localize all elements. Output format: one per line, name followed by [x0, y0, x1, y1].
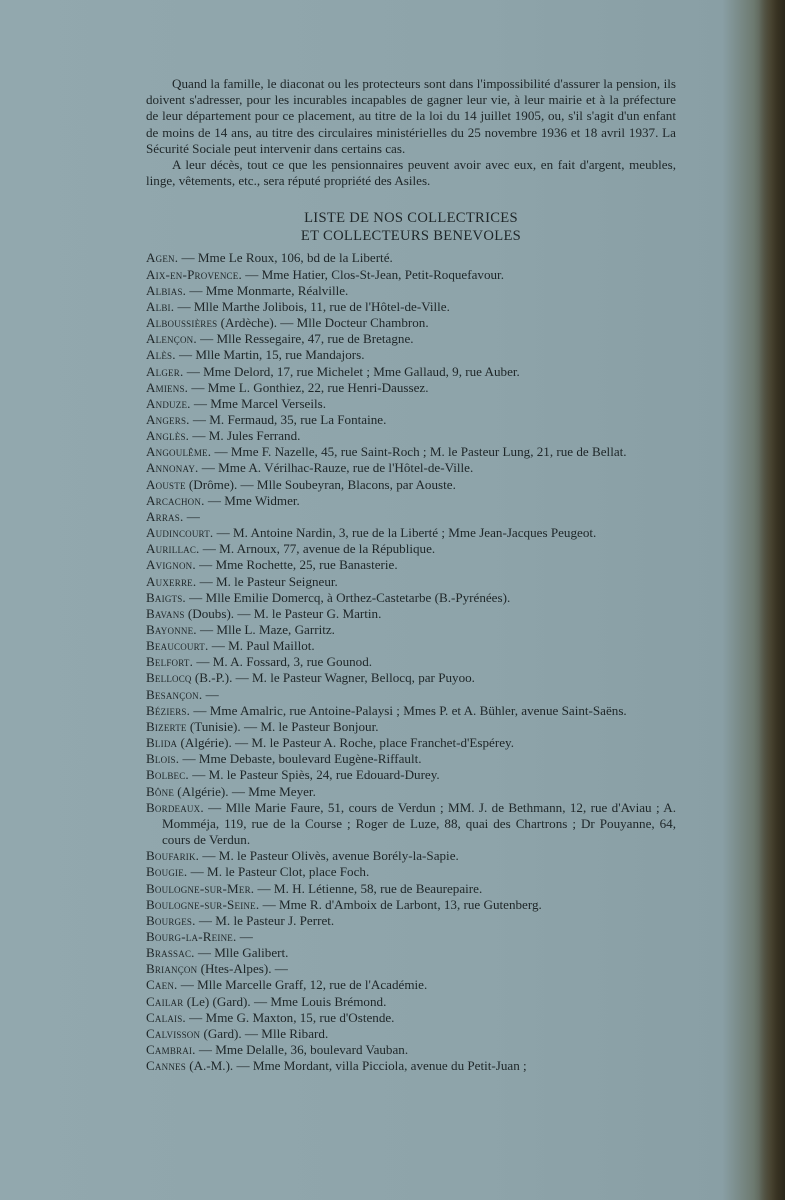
- place-name: Bordeaux.: [146, 799, 204, 815]
- list-item: [146, 299, 676, 315]
- list-item: [146, 1058, 676, 1074]
- list-item: [146, 541, 676, 557]
- list-item: [146, 428, 676, 444]
- place-name: Belfort.: [146, 654, 194, 670]
- list-item: [146, 364, 676, 380]
- list-item: [146, 719, 676, 735]
- place-name: Auxerre.: [146, 573, 197, 589]
- list-item: [146, 977, 676, 993]
- list-item: [146, 913, 676, 929]
- place-name: Albias.: [146, 282, 187, 298]
- list-item: [146, 881, 676, 897]
- collector-details: (Drôme). — Mlle Soubeyran, Blacons, par Aouste.: [185, 476, 456, 492]
- collector-details: — M. le Pasteur Spiès, 24, rue Edouard-Durey.: [188, 767, 440, 783]
- collector-details: (Htes-Alpes). —: [197, 961, 288, 977]
- collector-details: — M. A. Fossard, 3, rue Gounod.: [193, 654, 373, 670]
- place-name: Baigts.: [146, 589, 186, 605]
- collector-details: — M. le Pasteur Seigneur.: [196, 573, 338, 589]
- place-name: Caen.: [146, 977, 178, 993]
- collector-details: (Algérie). — Mme Meyer.: [174, 783, 316, 799]
- collector-details: — Mme Widmer.: [204, 492, 300, 508]
- place-name: Boulogne-sur-Seine.: [146, 896, 260, 912]
- place-name: Aouste: [146, 476, 186, 492]
- place-name: Cambrai.: [146, 1042, 196, 1058]
- collector-details: — Mlle Marie Faure, 51, cours de Verdun ; MM. J. de Bethmann, 12, rue d'Aviau ; A. Momméja, 119, rue de la Course ; Roger de Luze, 88, quai des Chartrons ; Dr Pouyanne, 64, cours de Verdun.: [162, 799, 676, 848]
- collector-details: — M. le Pasteur Olivès, avenue Borély-la-Sapie.: [199, 848, 459, 864]
- list-item: [146, 574, 676, 590]
- list-item: [146, 509, 676, 525]
- place-name: Bourges.: [146, 912, 196, 928]
- collector-details: — M. Fermaud, 35, rue La Fontaine.: [189, 411, 387, 427]
- place-name: Bourg-la-Reine.: [146, 928, 237, 944]
- intro-paragraph: A leur décès, tout ce que les pensionnaires peuvent avoir avec eux, en fait d'argent, meubles, linge, vêtements, etc., sera réputé propriété des Asiles.: [146, 157, 676, 189]
- collector-details: — M. Jules Ferrand.: [189, 428, 301, 444]
- list-item: [146, 848, 676, 864]
- list-item: [146, 800, 676, 848]
- collector-details: — Mme Marcel Verseils.: [190, 395, 327, 411]
- place-name: Anglès.: [146, 428, 190, 444]
- collector-details: — M. le Pasteur J. Perret.: [195, 912, 335, 928]
- list-item: [146, 315, 676, 331]
- place-name: Bougie.: [146, 864, 188, 880]
- place-name: Alençon.: [146, 331, 197, 347]
- list-item: [146, 1042, 676, 1058]
- collector-details: — Mme Delord, 17, rue Michelet ; Mme Gallaud, 9, rue Auber.: [183, 363, 520, 379]
- collector-details: (Ardèche). — Mlle Docteur Chambron.: [217, 315, 429, 331]
- collector-details: (B.-P.). — M. le Pasteur Wagner, Bellocq, par Puyoo.: [191, 670, 475, 686]
- collector-details: — Mlle L. Maze, Garritz.: [196, 622, 335, 638]
- collector-list: [146, 250, 676, 1074]
- collector-details: —: [236, 928, 253, 944]
- list-item: [146, 703, 676, 719]
- collector-details: (Gard). — Mlle Ribard.: [200, 1025, 329, 1041]
- place-name: Cailar: [146, 993, 184, 1009]
- collector-details: — Mme A. Vérilhac-Rauze, rue de l'Hôtel-de-Ville.: [198, 460, 474, 476]
- collector-details: —: [202, 686, 219, 702]
- collector-details: — Mlle Ressegaire, 47, rue de Bretagne.: [196, 331, 414, 347]
- list-item: [146, 557, 676, 573]
- place-name: Aurillac.: [146, 541, 200, 557]
- place-name: Alger.: [146, 363, 184, 379]
- place-name: Amiens.: [146, 379, 189, 395]
- heading-line: LISTE DE NOS COLLECTRICES: [304, 210, 518, 227]
- place-name: Alboussières: [146, 315, 218, 331]
- collector-details: (Le) (Gard). — Mme Louis Brémond.: [183, 993, 387, 1009]
- collector-details: — Mlle Emilie Domercq, à Orthez-Castetarbe (B.-Pyrénées).: [185, 589, 511, 605]
- intro-text: [146, 76, 676, 189]
- list-item: [146, 670, 676, 686]
- place-name: Beaucourt.: [146, 638, 209, 654]
- place-name: Cannes: [146, 1058, 186, 1074]
- place-name: Bolbec.: [146, 767, 189, 783]
- place-name: Angoulême.: [146, 444, 212, 460]
- list-item: [146, 622, 676, 638]
- collector-details: — Mlle Marthe Jolibois, 11, rue de l'Hôtel-de-Ville.: [174, 298, 450, 314]
- collector-details: —: [183, 508, 200, 524]
- list-item: [146, 493, 676, 509]
- list-item: [146, 283, 676, 299]
- list-item: [146, 412, 676, 428]
- place-name: Blida: [146, 735, 178, 751]
- place-name: Albi.: [146, 298, 175, 314]
- place-name: Béziers.: [146, 702, 191, 718]
- collector-details: — Mme R. d'Amboix de Larbont, 13, rue Gutenberg.: [259, 896, 542, 912]
- collector-details: — Mme Delalle, 36, boulevard Vauban.: [195, 1042, 409, 1058]
- page-edge-shadow: [759, 0, 785, 1200]
- collector-details: — M. Antoine Nardin, 3, rue de la Liberté ; Mme Jean-Jacques Peugeot.: [213, 525, 597, 541]
- place-name: Calais.: [146, 1009, 186, 1025]
- list-item: [146, 654, 676, 670]
- list-item: [146, 380, 676, 396]
- collector-details: (Doubs). — M. le Pasteur G. Martin.: [184, 605, 382, 621]
- list-item: [146, 477, 676, 493]
- list-item: [146, 267, 676, 283]
- collector-details: — Mme Rochette, 25, rue Banasterie.: [195, 557, 398, 573]
- list-item: [146, 1026, 676, 1042]
- list-heading: [146, 209, 676, 245]
- place-name: Besançon.: [146, 686, 203, 702]
- list-item: [146, 864, 676, 880]
- collector-details: — M. Arnoux, 77, avenue de la République.: [199, 541, 436, 557]
- list-item: [146, 897, 676, 913]
- place-name: Anduze.: [146, 395, 191, 411]
- place-name: Agen.: [146, 250, 179, 266]
- list-item: [146, 331, 676, 347]
- place-name: Angers.: [146, 411, 190, 427]
- collector-details: — M. Paul Maillot.: [208, 638, 315, 654]
- list-item: [146, 735, 676, 751]
- list-item: [146, 1010, 676, 1026]
- place-name: Arras.: [146, 508, 184, 524]
- place-name: Boufarik.: [146, 848, 200, 864]
- intro-paragraph: Quand la famille, le diaconat ou les protecteurs sont dans l'impossibilité d'assurer la pension, ils doivent s'adresser, pour les incurables incapables de gagner leur vie, à leur mairie et à la préfecture de leur département pour ce placement, au titre de la loi du 14 juillet 1905, ou, s'il s'agit d'un enfant de moins de 14 ans, au titre des circulaires ministérielles du 25 novembre 1936 et 18 avril 1937. La Sécurité Sociale peut intervenir dans certains cas.: [146, 76, 676, 156]
- collector-details: — Mme F. Nazelle, 45, rue Saint-Roch ; M. le Pasteur Lung, 21, rue de Bellat.: [211, 444, 627, 460]
- list-item: [146, 784, 676, 800]
- list-item: [146, 638, 676, 654]
- collector-details: — Mlle Galibert.: [194, 945, 289, 961]
- place-name: Boulogne-sur-Mer.: [146, 880, 255, 896]
- place-name: Bavans: [146, 605, 185, 621]
- page-content: [146, 76, 676, 1074]
- list-item: [146, 460, 676, 476]
- place-name: Audincourt.: [146, 525, 214, 541]
- place-name: Calvisson: [146, 1025, 201, 1041]
- place-name: Arcachon.: [146, 492, 205, 508]
- heading-line: ET COLLECTEURS BENEVOLES: [300, 228, 522, 245]
- list-item: [146, 396, 676, 412]
- collector-details: — Mme Hatier, Clos-St-Jean, Petit-Roquefavour.: [241, 266, 504, 282]
- collector-details: — M. le Pasteur Clot, place Foch.: [187, 864, 370, 880]
- list-item: [146, 525, 676, 541]
- place-name: Alès.: [146, 347, 176, 363]
- list-item: [146, 767, 676, 783]
- collector-details: — Mlle Martin, 15, rue Mandajors.: [175, 347, 365, 363]
- collector-details: — Mme Debaste, boulevard Eugène-Riffault.: [179, 751, 422, 767]
- collector-details: (A.-M.). — Mme Mordant, villa Picciola, avenue du Petit-Juan ;: [185, 1058, 527, 1074]
- place-name: Bône: [146, 783, 175, 799]
- place-name: Brassac.: [146, 945, 195, 961]
- place-name: Annonay.: [146, 460, 199, 476]
- collector-details: (Algérie). — M. le Pasteur A. Roche, place Franchet-d'Espérey.: [177, 735, 514, 751]
- place-name: Bellocq: [146, 670, 192, 686]
- collector-details: — Mme G. Maxton, 15, rue d'Ostende.: [185, 1009, 395, 1025]
- list-item: [146, 250, 676, 266]
- collector-details: — Mme Monmarte, Réalville.: [186, 282, 349, 298]
- list-item: [146, 347, 676, 363]
- list-item: [146, 994, 676, 1010]
- list-item: [146, 606, 676, 622]
- place-name: Avignon.: [146, 557, 196, 573]
- place-name: Bayonne.: [146, 622, 197, 638]
- collector-details: — Mme Amalric, rue Antoine-Palaysi ; Mmes P. et A. Bühler, avenue Saint-Saëns.: [190, 702, 627, 718]
- list-item: [146, 590, 676, 606]
- list-item: [146, 945, 676, 961]
- place-name: Briançon: [146, 961, 198, 977]
- collector-details: — M. H. Létienne, 58, rue de Beaurepaire.: [254, 880, 483, 896]
- collector-details: — Mme Le Roux, 106, bd de la Liberté.: [178, 250, 393, 266]
- list-item: [146, 444, 676, 460]
- list-item: [146, 961, 676, 977]
- place-name: Bizerte: [146, 718, 187, 734]
- collector-details: — Mme L. Gonthiez, 22, rue Henri-Daussez.: [188, 379, 429, 395]
- collector-details: — Mlle Marcelle Graff, 12, rue de l'Académie.: [177, 977, 428, 993]
- list-item: [146, 929, 676, 945]
- list-item: [146, 751, 676, 767]
- place-name: Aix-en-Provence.: [146, 266, 242, 282]
- place-name: Blois.: [146, 751, 180, 767]
- collector-details: (Tunisie). — M. le Pasteur Bonjour.: [186, 718, 379, 734]
- list-item: [146, 687, 676, 703]
